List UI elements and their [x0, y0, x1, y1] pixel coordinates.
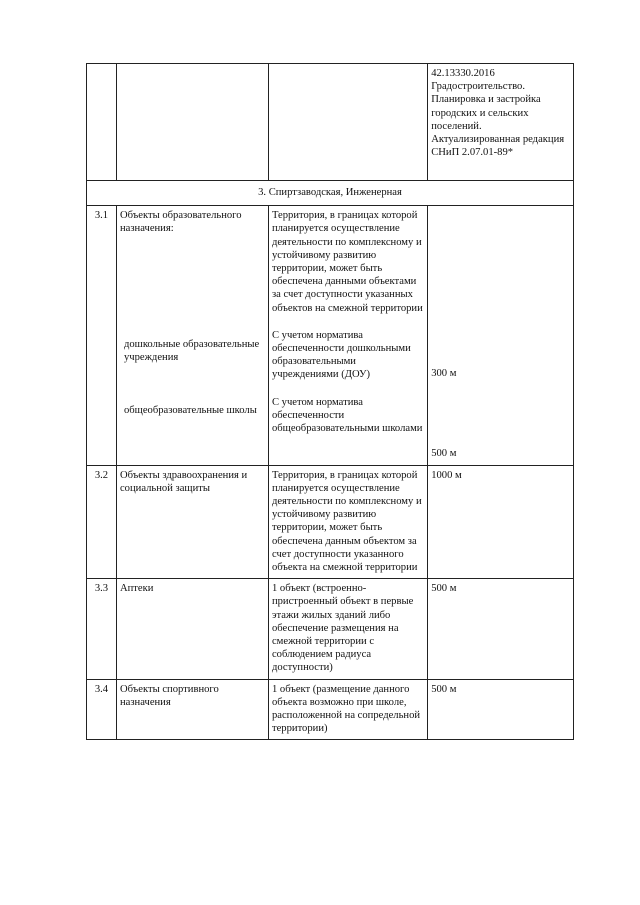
section-header: 3. Спиртзаводская, Инженерная [87, 181, 574, 206]
access-radius: 500 м [428, 579, 574, 679]
object-description: Территория, в границах которой планируется осуществление деятельности по комплексному и устойчивому развитию территории, может быть обеспечена данными объектами за счет доступности указанных объектов на смежной территории [271, 210, 423, 314]
object-description: 1 объект (размещение данного объекта возможно при школе, расположенной на сопредельной территории) [268, 679, 427, 740]
table-cell [116, 206, 268, 465]
row-number: 3.3 [87, 579, 117, 679]
section-header-row [87, 181, 574, 206]
sub-object-name: общеобразовательные школы [123, 405, 257, 417]
table-cell [268, 206, 427, 465]
sub-object-description: С учетом норматива обеспеченности общеобразовательными школами [271, 396, 423, 435]
table-cell [87, 64, 117, 181]
norm-reference-text: 42.13330.2016 Градостроительство. Планировка и застройка городских и сельских поселений. Актуализированная редакция СНиП 2.07.01-89* [431, 68, 565, 159]
object-name: Аптеки [116, 579, 268, 679]
table-row [87, 465, 574, 579]
object-name: Объекты здравоохранения и социальной защиты [116, 465, 268, 579]
row-number: 3.2 [87, 465, 117, 579]
object-name: Объекты спортивного назначения [116, 679, 268, 740]
table-cell [268, 64, 427, 181]
object-description: Территория, в границах которой планируется осуществление деятельности по комплексному и устойчивому развитию территории, может быть обеспечена данным объектом за счет доступности указанного объекта на смежной территории [268, 465, 427, 579]
row-number: 3.1 [87, 206, 117, 465]
access-radius: 300 м [431, 368, 457, 380]
table-row [87, 206, 574, 465]
table-row [87, 579, 574, 679]
table-cell [428, 206, 574, 465]
table-cell [116, 64, 268, 181]
object-name: Объекты образовательного назначения: [119, 210, 242, 235]
sub-object-description: С учетом норматива обеспеченности дошкольными образовательными учреждениями (ДОУ) [271, 329, 411, 381]
norms-table [86, 63, 574, 740]
row-number: 3.4 [87, 679, 117, 740]
table-row [87, 64, 574, 181]
object-description: 1 объект (встроенно-пристроенный объект в первые этажи жилых зданий либо обеспечение размещения на смежной территории с соблюдением радиуса доступности) [268, 579, 427, 679]
access-radius: 1000 м [428, 465, 574, 579]
norm-reference-cell [428, 64, 574, 181]
access-radius: 500 м [428, 679, 574, 740]
table-row [87, 679, 574, 740]
sub-object-name: дошкольные образовательные учреждения [123, 338, 260, 363]
access-radius: 500 м [431, 448, 457, 460]
